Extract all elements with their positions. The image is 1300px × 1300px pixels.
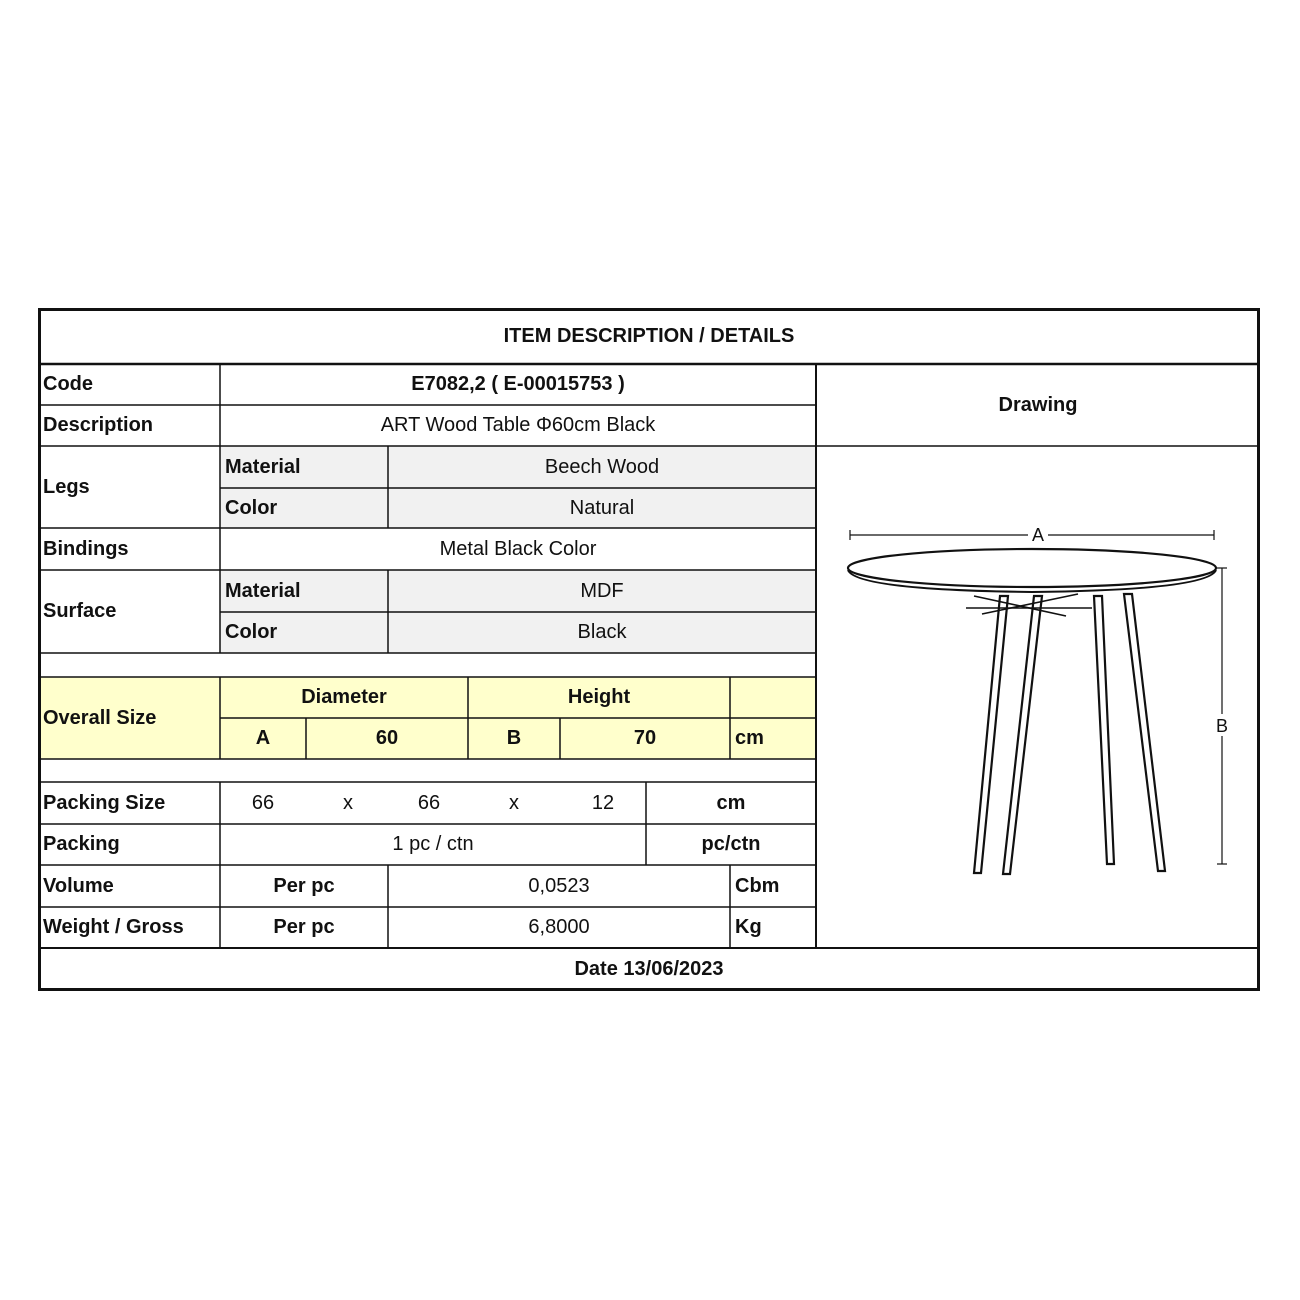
date-footer: Date 13/06/2023 xyxy=(574,958,724,980)
code-value: E7082,2 ( E-00015753 ) xyxy=(411,373,625,395)
packing-label: Packing xyxy=(43,833,120,855)
bindings-value: Metal Black Color xyxy=(439,537,597,560)
overall-size-unit: cm xyxy=(735,727,764,749)
packing-size-sep1: x xyxy=(343,791,353,814)
leg-back-right xyxy=(1094,596,1114,864)
dim-b-value: 70 xyxy=(633,727,657,749)
item-details-sheet xyxy=(38,308,1260,991)
description-value: ART Wood Table Φ60cm Black xyxy=(380,414,656,436)
packing-value: 1 pc / ctn xyxy=(392,833,474,855)
diameter-label: Diameter xyxy=(301,686,387,708)
legs-color-value: Natural xyxy=(569,496,635,519)
dim-a-value: 60 xyxy=(375,727,399,749)
packing-size-sep2: x xyxy=(509,791,519,814)
leg-front-right xyxy=(1124,594,1165,871)
volume-unit: Cbm xyxy=(735,874,780,897)
weight-per: Per pc xyxy=(273,916,335,938)
surface-color-value: Black xyxy=(577,621,627,643)
bindings-label: Bindings xyxy=(43,537,129,560)
legs-material-value: Beech Wood xyxy=(544,455,660,478)
leg-back-left xyxy=(1003,596,1042,874)
packing-size-d3: 12 xyxy=(591,791,615,814)
weight-value: 6,8000 xyxy=(528,916,590,938)
description-label: Description xyxy=(43,414,154,436)
drawing-label: Drawing xyxy=(998,393,1078,416)
surface-material-value: MDF xyxy=(580,579,624,602)
dim-a-text: A xyxy=(1031,525,1045,545)
height-label: Height xyxy=(567,686,631,708)
packing-size-unit: cm xyxy=(716,791,746,814)
overall-size-label: Overall Size xyxy=(43,706,157,729)
surface-label: Surface xyxy=(43,600,117,622)
surface-material-label: Material xyxy=(225,579,301,602)
table-drawing xyxy=(816,446,1260,948)
packing-unit: pc/ctn xyxy=(701,833,761,855)
dim-b-label: B xyxy=(506,727,522,749)
dim-b-text: B xyxy=(1215,716,1229,736)
legs-label: Legs xyxy=(43,475,90,498)
volume-label: Volume xyxy=(43,874,114,897)
legs-color-label: Color xyxy=(225,496,278,519)
packing-size-d2: 66 xyxy=(417,791,441,814)
weight-unit: Kg xyxy=(735,916,762,938)
volume-per: Per pc xyxy=(273,874,335,897)
leg-front-left xyxy=(974,596,1008,873)
table-top xyxy=(848,549,1216,587)
sheet-title: ITEM DESCRIPTION / DETAILS xyxy=(503,324,795,347)
dim-a-label: A xyxy=(255,727,271,749)
packing-size-label: Packing Size xyxy=(43,791,166,814)
code-label: Code xyxy=(43,373,93,395)
weight-label: Weight / Gross xyxy=(43,916,184,938)
packing-size-d1: 66 xyxy=(251,791,275,814)
surface-color-label: Color xyxy=(225,621,278,643)
volume-value: 0,0523 xyxy=(528,874,590,897)
legs-material-label: Material xyxy=(225,455,301,478)
binding-2 xyxy=(982,594,1078,614)
